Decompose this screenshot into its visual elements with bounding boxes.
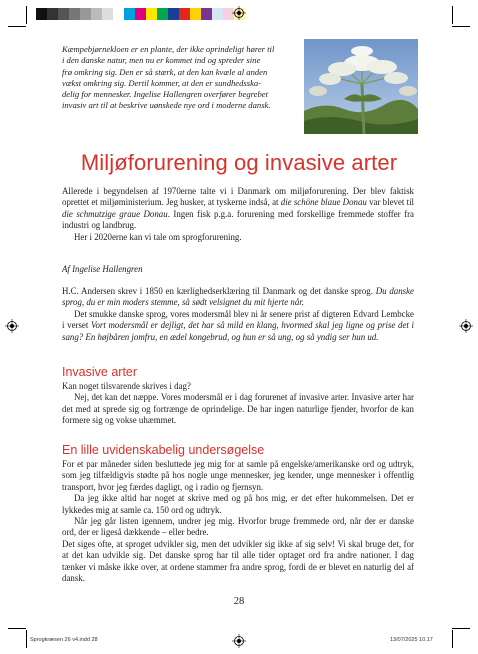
body-text <box>62 286 414 343</box>
quote: die schmutzige graue Donau <box>62 208 168 219</box>
paragraph: Det siges ofte, at sproget udvikler sig, men det udvikler sig ikke af sig selv! Vi skal bruge det, for at det kan udvikle sig. Det danske sprog har til alle tider optaget ord fra andre nationer. I dag tænker vi måske ikke over, at ordene stammer fra andre sprog, fordi de er blevet en naturlig del af dansk. <box>62 538 414 584</box>
quote: Vort modersmål er dejligt, det har så mild en klang, hvormed skal jeg ligne og prise det i sang? En højbåren jomfru, en ædel kongebrud, og hun er så ung, og så yndig ser hun ud. <box>62 320 414 342</box>
print-slug-file: Sprogkræsen 26 v4.indd 28 <box>30 637 98 643</box>
crop-mark <box>8 628 26 629</box>
section-heading: Invasive arter <box>62 365 138 379</box>
crop-mark <box>452 628 470 629</box>
intro-line: vækst omkring sig. Dertil kommer, at den er sundhedsska- <box>62 77 262 88</box>
body-text <box>62 459 414 584</box>
crop-mark <box>26 6 27 24</box>
crop-mark <box>452 6 453 24</box>
page-number: 28 <box>233 596 245 607</box>
color-swatch <box>47 8 58 20</box>
crop-mark <box>452 26 470 27</box>
print-color-bar <box>36 8 245 20</box>
paragraph: Allerede i begyndelsen af 1970erne talte vi i Danmark om miljøforurening. Der blev faktisk oprettet et miljøministerium. Jeg husker, at tyskerne indså, at die schöne blaue Donau var blevet til die schmutzige graue Donau. Ingen fisk p.g.a. forurening med forskellige fremmede stoffer fra industri og landbrug. <box>62 186 415 231</box>
color-swatch <box>80 8 91 20</box>
registration-mark-icon <box>232 6 246 20</box>
body-text <box>62 186 414 243</box>
registration-mark-icon <box>5 319 19 333</box>
color-swatch <box>36 8 47 20</box>
crop-mark <box>452 630 453 648</box>
color-swatch <box>157 8 168 20</box>
color-swatch <box>146 8 157 20</box>
paragraph: Når jeg går listen igennem, undrer jeg mig. Hvorfor bruge fremmede ord, når der er danske ord, der er ligeså dækkende – eller bedre. <box>62 516 414 538</box>
crop-mark <box>26 630 27 648</box>
intro-line: delig for mennesker. Ingelise Hallengren overfører begrebet <box>62 89 268 100</box>
intro-line: Kæmpebjørnekloen er en plante, der ikke oprindeligt hører til <box>62 44 275 54</box>
intro-line: frø omkring sig. Den er så stærk, at den kan kvæle al anden <box>62 66 268 77</box>
color-swatch <box>179 8 190 20</box>
quote: Du danske sprog, du er min moders stemme, så sødt velsignet du mit hjerte når. <box>62 286 414 308</box>
author-byline: Af Ingelise Hallengren <box>62 264 143 274</box>
color-swatch <box>58 8 69 20</box>
color-swatch <box>124 8 135 20</box>
color-swatch <box>135 8 146 20</box>
print-slug-date: 13/07/2025 10.17 <box>390 637 433 643</box>
paragraph: Det smukke danske sprog, vores modersmål blev ni år senere prist af digteren Edvard Lembcke i verset Vort modersmål er dejligt, det har så mild en klang, hvormed skal jeg ligne og prise det i sang? En højbåren jomfru, en ædel kongebrud, og hun er så ung, og så yndig ser hun ud. <box>62 308 414 342</box>
paragraph: H.C. Andersen skrev i 1850 en kærlighedserklæring til Danmark og det danske sprog. Du danske sprog, du er min moders stemme, så sødt velsignet du mit hjerte når. <box>62 286 414 308</box>
intro-text <box>62 44 302 112</box>
body-text <box>62 381 414 427</box>
color-swatch <box>102 8 113 20</box>
paragraph: Da jeg ikke altid har noget at skrive med og på hos mig, er det efter hukommelsen. Det er lykkedes mig at samle ca. 150 ord og udtryk. <box>62 493 414 515</box>
quote: die schöne blaue Donau <box>280 197 367 208</box>
color-swatch <box>69 8 80 20</box>
registration-mark-icon <box>232 634 246 648</box>
color-swatch <box>168 8 179 20</box>
color-swatch <box>91 8 102 20</box>
section-heading: En lille uvidenskabelig undersøgelse <box>62 443 265 457</box>
color-swatch <box>113 8 124 20</box>
color-swatch <box>201 8 212 20</box>
paragraph: For et par måneder siden besluttede jeg mig for at samle på engelske/amerikanske ord og udtryk, som jeg tilfældigvis stødte på hos nogle unge mennesker, jeg kender, unge mennesker i offentlig transport, hvor jeg færdes dagligt, og i radio og fjernsyn. <box>62 459 414 492</box>
crop-mark <box>8 26 26 27</box>
registration-mark-icon <box>459 319 473 333</box>
hogweed-photo <box>304 39 418 134</box>
color-swatch <box>212 8 223 20</box>
paragraph: Her i 2020erne kan vi tale om sprogforurening. <box>74 231 242 242</box>
paragraph: Kan noget tilsvarende skrives i dag? <box>62 381 191 391</box>
paragraph: Nej, det kan det næppe. Vores modersmål er i dag forurenet af invasive arter. Invasive arter har det med at sprede sig og fortrænge de oprindelige. De har ingen naturlige fjender, hvorfor de kan formere sig og vokse uhæmmet. <box>62 392 414 426</box>
intro-line: invasiv art til at beskrive uønskede nye ord i moderne dansk. <box>62 100 271 111</box>
color-swatch <box>190 8 201 20</box>
intro-line: i den danske natur, men nu er kommet ind og spreder sine <box>62 55 261 66</box>
page-title: Miljøforurening og invasive arter <box>80 150 398 175</box>
